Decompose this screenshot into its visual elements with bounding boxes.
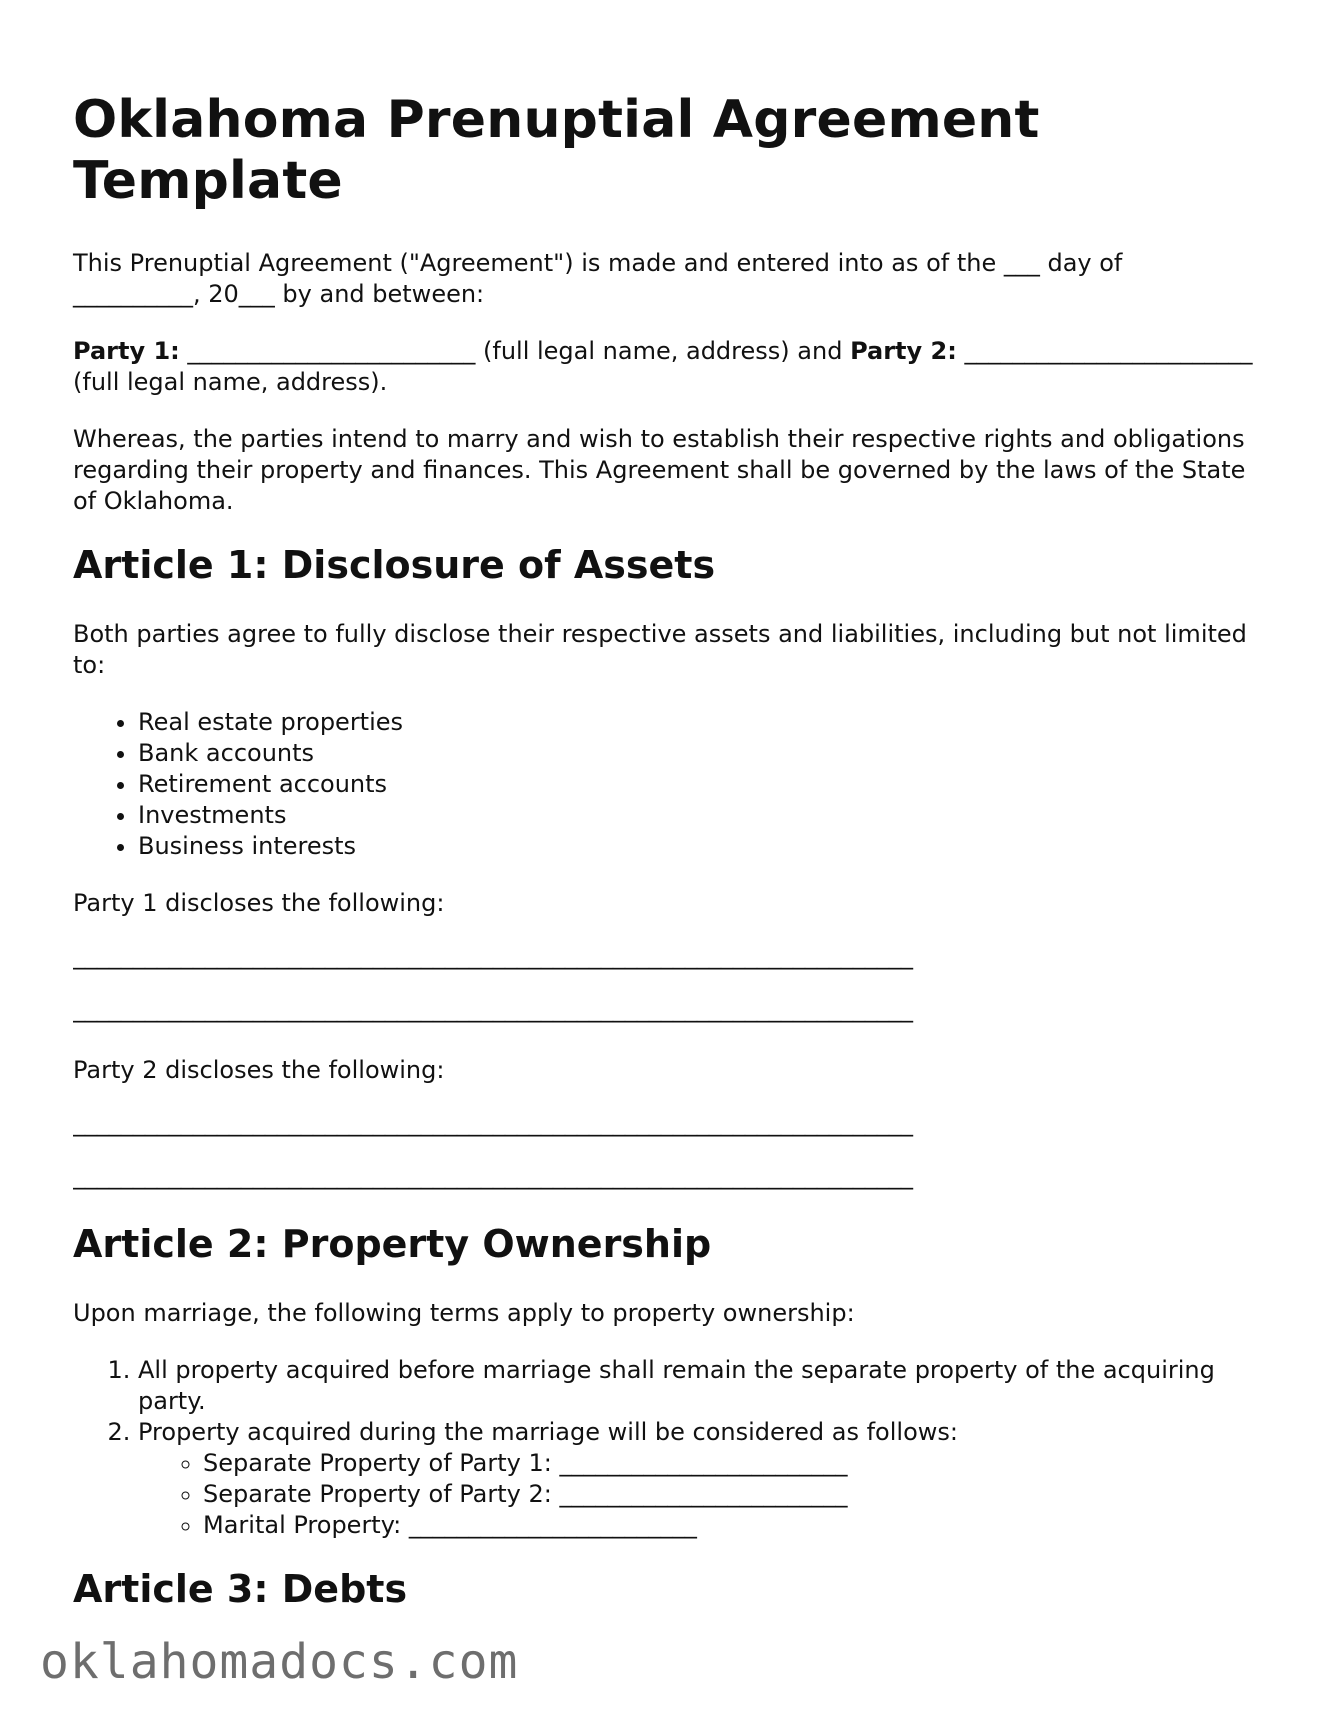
party1-disclosure-label: Party 1 discloses the following:	[73, 889, 445, 917]
parties-paragraph	[73, 336, 1253, 398]
asset-list	[73, 707, 1253, 862]
list-item: • Retirement accounts	[138, 769, 1253, 800]
property-sublist	[138, 1448, 1253, 1541]
document-title: Oklahoma Prenuptial Agreement Template	[73, 90, 1040, 211]
party2-disclosure-label: Party 2 discloses the following:	[73, 1056, 445, 1084]
list-item: 1. All property acquired before marriage shall remain the separate property of the acquiring party.	[138, 1355, 1253, 1417]
blank-line: ______________________________________________________________________	[73, 995, 913, 1023]
party1-label: Party 1:	[73, 337, 180, 365]
document-page	[73, 90, 1253, 1643]
site-watermark: oklahomadocs.com	[40, 1634, 519, 1690]
list-item-text: Property acquired during the marriage will be considered as follows:	[138, 1418, 958, 1446]
list-item	[138, 1417, 1253, 1541]
intro-paragraph: This Prenuptial Agreement ("Agreement") is made and entered into as of the ___ day of __________, 20___ by and between:	[73, 249, 1123, 308]
whereas-paragraph: Whereas, the parties intend to marry and wish to establish their respective rights and obligations regarding their property and finances. This Agreement shall be governed by the laws of the State of Oklahoma.	[73, 425, 1246, 515]
property-terms-list	[73, 1355, 1253, 1541]
list-item: • Real estate properties	[138, 707, 1253, 738]
blank-line: ______________________________________________________________________	[73, 1162, 913, 1190]
article1-heading: Article 1: Disclosure of Assets	[73, 543, 716, 587]
list-item: • Bank accounts	[138, 738, 1253, 769]
article1-intro: Both parties agree to fully disclose their respective assets and liabilities, including but not limited to:	[73, 620, 1247, 679]
party2-label: Party 2:	[850, 337, 957, 365]
party2-disclosure-lines	[73, 1108, 1253, 1192]
article3-heading: Article 3: Debts	[73, 1567, 408, 1611]
list-item: • Business interests	[138, 831, 1253, 862]
list-item: ◦ Marital Property: ________________________	[203, 1510, 1253, 1541]
blank-line: ______________________________________________________________________	[73, 1109, 913, 1137]
article2-intro: Upon marriage, the following terms apply to property ownership:	[73, 1299, 855, 1327]
party1-text: ________________________ (full legal name, address) and	[179, 337, 851, 365]
blank-line: ______________________________________________________________________	[73, 942, 913, 970]
article2-heading: Article 2: Property Ownership	[73, 1222, 712, 1266]
list-item: • Investments	[138, 800, 1253, 831]
party2-text: ________________________ (full legal name, address).	[73, 337, 1253, 396]
list-item: ◦ Separate Property of Party 2: ________________________	[203, 1479, 1253, 1510]
party1-disclosure-lines	[73, 941, 1253, 1025]
list-item: ◦ Separate Property of Party 1: ________________________	[203, 1448, 1253, 1479]
